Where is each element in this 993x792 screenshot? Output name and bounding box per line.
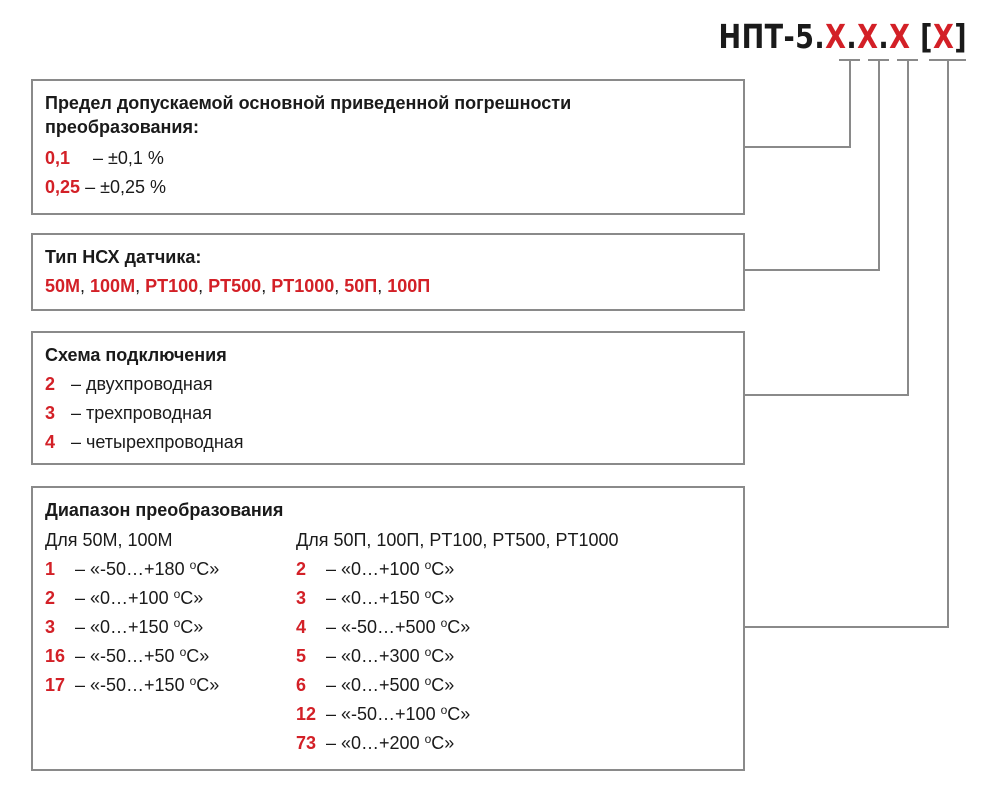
range-unit: С» xyxy=(186,646,210,666)
range-code: 17 xyxy=(45,675,66,695)
range-code: 2 xyxy=(296,559,307,579)
range-unit: С» xyxy=(431,733,455,753)
wiring-option xyxy=(45,399,731,428)
range-option xyxy=(45,584,219,613)
sensor-title: Тип НСХ датчика: xyxy=(45,247,202,267)
accuracy-text: – ±0,1 % xyxy=(93,148,164,168)
wiring-code: 4 xyxy=(45,432,56,452)
model-bracket-close: ] xyxy=(954,17,967,56)
range-option xyxy=(45,642,219,671)
degree-sign: o xyxy=(173,587,181,601)
degree-sign: o xyxy=(424,732,432,746)
accuracy-option xyxy=(45,173,731,202)
range-unit: С» xyxy=(431,646,455,666)
range-option xyxy=(45,613,219,642)
degree-sign: o xyxy=(424,674,432,688)
range-text: – «0…+100 xyxy=(326,559,425,579)
wiring-text: – трехпроводная xyxy=(71,403,212,423)
range-text: – «-50…+150 xyxy=(75,675,190,695)
range-unit: С» xyxy=(180,617,204,637)
range-code: 2 xyxy=(45,588,56,608)
range-code: 3 xyxy=(45,617,56,637)
range-code: 4 xyxy=(296,617,307,637)
sensor-type: PT100 xyxy=(145,276,199,296)
sensor-sep: , xyxy=(80,276,91,296)
range-column-copper xyxy=(45,526,219,700)
sensor-sep: , xyxy=(198,276,209,296)
range-column-platinum xyxy=(296,526,619,758)
sensor-type: 50М xyxy=(45,276,81,296)
degree-sign: o xyxy=(189,558,197,572)
range-unit: С» xyxy=(431,588,455,608)
range-unit: С» xyxy=(447,617,471,637)
range-text: – «-50…+180 xyxy=(75,559,190,579)
model-field-accuracy: X xyxy=(825,17,847,56)
accuracy-title: Предел допускаемой основной приведенной погрешности преобразования: xyxy=(45,93,572,137)
range-unit: С» xyxy=(180,588,204,608)
range-code: 5 xyxy=(296,646,307,666)
degree-sign: o xyxy=(424,558,432,572)
range-unit: С» xyxy=(196,675,220,695)
degree-sign: o xyxy=(424,645,432,659)
degree-sign: o xyxy=(424,587,432,601)
range-option xyxy=(296,613,619,642)
wiring-text: – двухпроводная xyxy=(71,374,213,394)
connector-accuracy xyxy=(744,60,850,147)
sensor-types-list xyxy=(45,272,731,301)
range-text: – «0…+200 xyxy=(326,733,425,753)
range-unit: С» xyxy=(196,559,220,579)
degree-sign: o xyxy=(440,703,448,717)
wiring-code: 3 xyxy=(45,403,56,423)
degree-sign: o xyxy=(179,645,187,659)
model-field-wiring: X xyxy=(889,17,911,56)
range-unit: С» xyxy=(431,675,455,695)
range-text: – «0…+100 xyxy=(75,588,174,608)
model-bracket-open: [ xyxy=(910,17,933,56)
range-option xyxy=(296,729,619,758)
sensor-sep: , xyxy=(135,276,146,296)
range-option xyxy=(296,700,619,729)
range-box xyxy=(31,486,745,771)
range-option xyxy=(45,671,219,700)
sensor-type: PT500 xyxy=(208,276,262,296)
range-column-header: Для 50М, 100М xyxy=(45,530,173,550)
sensor-box xyxy=(31,233,745,311)
wiring-option xyxy=(45,370,731,399)
connector-wiring xyxy=(744,60,908,395)
model-prefix: НПТ-5. xyxy=(718,17,826,56)
sensor-type: 100П xyxy=(387,276,431,296)
range-unit: С» xyxy=(431,559,455,579)
range-text: – «-50…+500 xyxy=(326,617,441,637)
range-code: 3 xyxy=(296,588,307,608)
range-option xyxy=(296,642,619,671)
range-code: 1 xyxy=(45,559,56,579)
connector-sensor xyxy=(744,60,879,270)
sensor-type: 50П xyxy=(344,276,378,296)
range-code: 16 xyxy=(45,646,66,666)
range-option xyxy=(45,555,219,584)
model-field-sensor: X xyxy=(857,17,879,56)
degree-sign: o xyxy=(173,616,181,630)
wiring-text: – четырехпроводная xyxy=(71,432,244,452)
degree-sign: o xyxy=(189,674,197,688)
accuracy-code: 0,25 xyxy=(45,177,81,197)
range-text: – «-50…+50 xyxy=(75,646,180,666)
model-dot: . xyxy=(878,17,890,56)
wiring-title: Схема подключения xyxy=(45,345,227,365)
sensor-sep: , xyxy=(377,276,388,296)
sensor-type: PT1000 xyxy=(271,276,335,296)
range-code: 6 xyxy=(296,675,307,695)
range-title: Диапазон преобразования xyxy=(45,500,284,520)
sensor-type: 100М xyxy=(90,276,136,296)
range-code: 12 xyxy=(296,704,317,724)
range-option xyxy=(296,671,619,700)
range-text: – «0…+150 xyxy=(75,617,174,637)
range-unit: С» xyxy=(447,704,471,724)
connector-range xyxy=(744,60,948,627)
range-option xyxy=(296,584,619,613)
degree-sign: o xyxy=(440,616,448,630)
sensor-sep: , xyxy=(261,276,272,296)
wiring-option xyxy=(45,428,731,457)
wiring-code: 2 xyxy=(45,374,56,394)
sensor-sep: , xyxy=(334,276,345,296)
range-text: – «0…+150 xyxy=(326,588,425,608)
range-text: – «0…+300 xyxy=(326,646,425,666)
accuracy-box xyxy=(31,79,745,215)
accuracy-text: – ±0,25 % xyxy=(85,177,166,197)
accuracy-code: 0,1 xyxy=(45,148,71,168)
model-dot: . xyxy=(846,17,858,56)
range-code: 73 xyxy=(296,733,317,753)
range-text: – «0…+500 xyxy=(326,675,425,695)
range-option xyxy=(296,555,619,584)
wiring-box xyxy=(31,331,745,465)
accuracy-option xyxy=(45,144,731,173)
range-text: – «-50…+100 xyxy=(326,704,441,724)
range-column-header: Для 50П, 100П, PT100, PT500, PT1000 xyxy=(296,530,619,550)
model-field-range: X xyxy=(932,17,955,56)
